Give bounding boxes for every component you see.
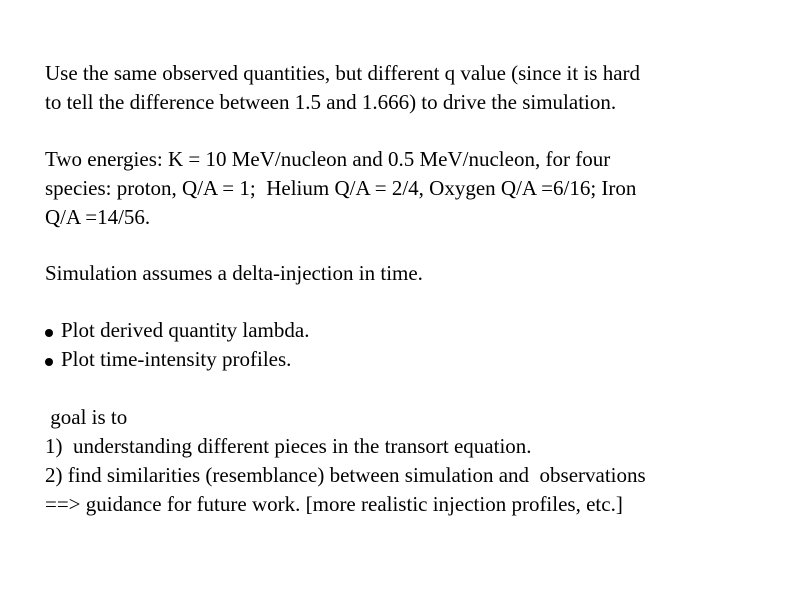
energies-line-2: species: proton, Q/A = 1; Helium Q/A = 2/4, Oxygen Q/A =6/16; Iron	[45, 176, 637, 200]
energies-line-1: Two energies: K = 10 MeV/nucleon and 0.5 MeV/nucleon, for four	[45, 147, 611, 171]
intro-line-1: Use the same observed quantities, but different q value (since it is hard	[45, 61, 641, 85]
goal-line-3: 2) find similarities (resemblance) between simulation and observations	[45, 463, 646, 487]
bullet-item	[45, 345, 785, 374]
bullet-item-text: Plot time-intensity profiles.	[61, 347, 292, 371]
bullet-list	[45, 316, 785, 374]
goal-paragraph	[45, 403, 785, 519]
energies-line-3: Q/A =14/56.	[45, 205, 151, 229]
energies-paragraph	[45, 145, 785, 232]
goal-line-2: 1) understanding different pieces in the transort equation.	[45, 434, 532, 458]
intro-line-2: to tell the difference between 1.5 and 1.666) to drive the simulation.	[45, 90, 617, 114]
simulation-paragraph	[45, 259, 785, 288]
bullet-item-text: Plot derived quantity lambda.	[61, 318, 310, 342]
goal-line-4: ==> guidance for future work. [more realistic injection profiles, etc.]	[45, 492, 623, 516]
bullet-dot-icon	[45, 358, 53, 366]
bullet-item	[45, 316, 785, 345]
intro-paragraph	[45, 59, 785, 117]
simulation-line: Simulation assumes a delta-injection in time.	[45, 261, 423, 285]
bullet-dot-icon	[45, 329, 53, 337]
goal-line-1: goal is to	[45, 405, 128, 429]
